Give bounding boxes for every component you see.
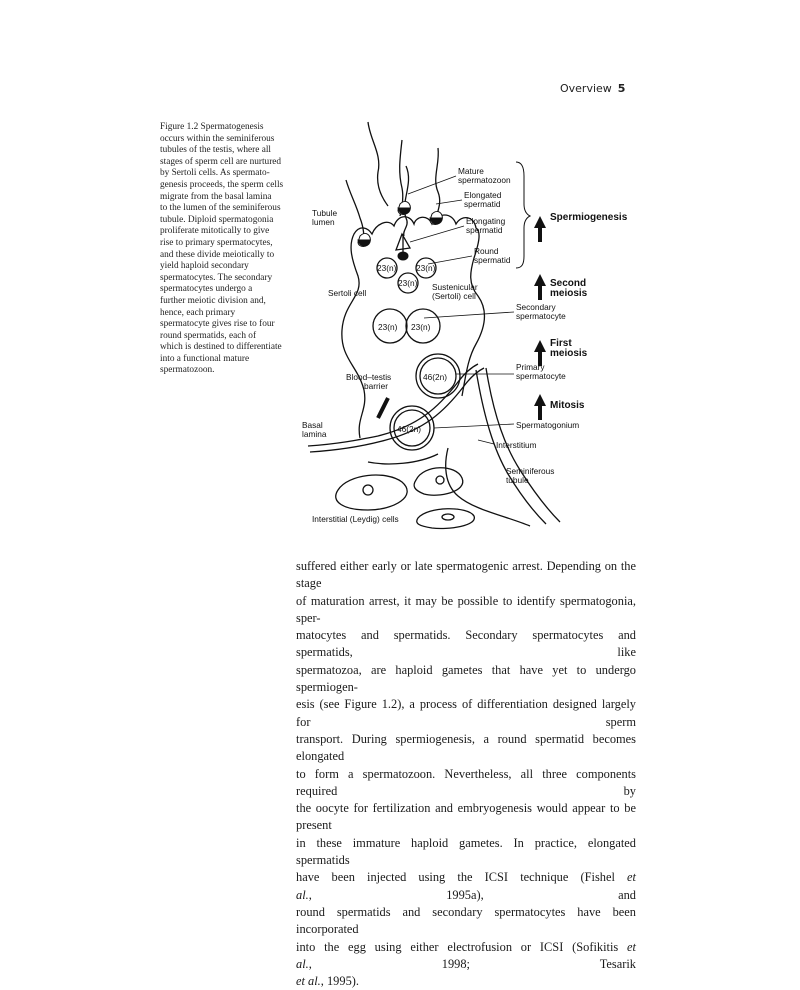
- caption-line: rise to primary spermatocytes,: [160, 237, 273, 248]
- body-text-run: , 1995).: [320, 974, 359, 989]
- label-elongating-spermatid: Elongating spermatid: [466, 216, 506, 235]
- cell-label-haploid: 23(n): [378, 322, 398, 332]
- body-line: esis (see Figure 1.2), a process of differentiation designed largely for sperm: [296, 697, 636, 729]
- body-line: suffered either early or late spermatogenic arrest. Depending on the stage: [296, 559, 636, 591]
- caption-line: spermatocytes. The secondary: [160, 272, 273, 283]
- label-elongated-spermatid: Elongated spermatid: [464, 190, 502, 209]
- page-number: 5: [617, 82, 626, 95]
- leydig-cell: [336, 475, 407, 510]
- body-text-run: , 1998; Tesarik: [308, 956, 636, 971]
- caption-line: migrate from the basal lamina: [160, 191, 272, 202]
- caption-line: round spermatids, each of: [160, 330, 257, 341]
- stage-spermiogenesis: Spermiogenesis: [550, 212, 628, 223]
- body-line: the oocyte for fertilization and embryogenesis would appear to be present: [296, 801, 636, 833]
- caption-line: and these divide meiotically to: [160, 249, 275, 260]
- leydig-nucleus: [442, 514, 454, 520]
- body-line: round spermatids and secondary spermatocytes have been incorporated: [296, 904, 636, 937]
- label-sustenicular-cell: Sustenicular (Sertoli) cell: [432, 282, 478, 301]
- leader-line: [410, 226, 464, 242]
- citation-et-al: et al.: [296, 939, 636, 971]
- body-line: matocytes and spermatids. Secondary spermatocytes and spermatids, like: [296, 628, 636, 660]
- caption-line: occurs within the seminiferous: [160, 133, 275, 144]
- arrow-up-icon: [534, 216, 546, 242]
- citation-et-al: et al.: [296, 974, 321, 989]
- cell-label-haploid: 23(n): [377, 263, 397, 273]
- body-line: in these immature haploid gametes. In practice, elongated spermatids: [296, 835, 636, 868]
- caption-line: by Sertoli cells. As spermato-: [160, 168, 270, 179]
- body-text-run: into the egg using either electrofusion or ICSI (Sofikitis: [296, 939, 628, 954]
- interstitium-boundary-2: [368, 454, 438, 464]
- label-interstitial-leydig-cells: Interstitial (Leydig) cells: [312, 514, 399, 524]
- label-secondary-spermatocyte: Secondary spermatocyte: [516, 302, 566, 321]
- stage-first-meiosis: First meiosis: [550, 338, 588, 359]
- label-spermatogonium: Spermatogonium: [516, 420, 580, 430]
- leader-line: [434, 424, 514, 428]
- cell-label-haploid: 23(n): [411, 322, 431, 332]
- leader-line: [478, 440, 494, 444]
- caption-line: genesis proceeds, the sperm cells: [160, 179, 284, 190]
- cell-label-haploid: 23(n): [398, 278, 418, 288]
- blood-testis-barrier-mark: [378, 398, 388, 418]
- label-tubule-lumen: Tubule lumen: [312, 208, 338, 227]
- caption-line: stages of sperm cell are nurtured: [160, 156, 282, 167]
- body-text-run: have been injected using the ICSI technique (Fishel: [296, 870, 628, 885]
- body-line: spermatozoa, are haploid gametes that have yet to undergo spermiogen-: [296, 662, 636, 695]
- label-primary-spermatocyte: Primary spermatocyte: [516, 362, 566, 381]
- caption-line: Figure 1.2 Spermatogenesis: [160, 122, 264, 132]
- section-title: Overview: [560, 82, 612, 95]
- cell-label-haploid: 23(n): [416, 263, 436, 273]
- spermatogenesis-figure: [298, 118, 638, 538]
- caption-line: further meiotic division and,: [160, 295, 266, 306]
- caption-line: which is destined to differentiate: [160, 342, 282, 353]
- basal-lamina-line: [308, 364, 478, 446]
- cell-label-diploid: 46(2n): [397, 424, 421, 434]
- label-seminiferous-tubule: Seminiferous tubule: [506, 466, 555, 485]
- stage-second-meiosis: Second meiosis: [550, 278, 588, 299]
- label-round-spermatid: Round spermatid: [474, 246, 511, 265]
- leydig-nucleus: [363, 485, 373, 495]
- body-line: transport. During spermiogenesis, a round spermatid becomes elongated: [296, 731, 636, 764]
- spermatogenesis-diagram: [298, 118, 638, 538]
- spermiogenesis-bracket: [516, 162, 530, 268]
- caption-line: spermatocyte gives rise to four: [160, 319, 275, 330]
- running-head: [560, 82, 630, 95]
- body-line: [296, 939, 636, 974]
- stage-mitosis: Mitosis: [550, 400, 585, 411]
- citation-et-al: et al.: [296, 870, 636, 902]
- caption-line: tubules of the testis, where all: [160, 145, 272, 156]
- flagellum: [368, 122, 388, 206]
- caption-line: into a functional mature: [160, 353, 250, 364]
- figure-caption: [160, 122, 308, 377]
- label-interstitium: Interstitium: [496, 440, 537, 450]
- body-line: of maturation arrest, it may be possible to identify spermatogonia, sper-: [296, 593, 636, 625]
- body-paragraph: [296, 558, 636, 990]
- cell-label-diploid: 46(2n): [423, 372, 447, 382]
- caption-line: to the lumen of the seminiferous: [160, 203, 281, 214]
- caption-line: spermatocytes undergo a: [160, 284, 253, 295]
- caption-line: hence, each primary: [160, 307, 236, 318]
- caption-line: proliferate mitotically to give: [160, 226, 270, 237]
- leydig-cell: [414, 468, 463, 495]
- caption-line: spermatozoon.: [160, 365, 215, 376]
- body-line: [296, 973, 636, 990]
- basal-lamina-line-inner: [310, 368, 484, 452]
- body-line: [296, 869, 636, 904]
- label-sertoli-cell: Sertoli cell: [328, 288, 367, 298]
- arrow-up-icon: [534, 394, 546, 420]
- caption-line: yield haploid secondary: [160, 261, 249, 272]
- leydig-nucleus: [436, 476, 444, 484]
- body-text-run: , 1995a), and: [308, 887, 636, 902]
- body-line: to form a spermatozoon. Nevertheless, all three components required by: [296, 766, 636, 798]
- caption-line: tubule. Diploid spermatogonia: [160, 214, 274, 225]
- label-mature-spermatozoon: Mature spermatozoon: [458, 166, 511, 185]
- leader-line: [408, 176, 456, 194]
- interstitium-boundary: [446, 448, 530, 526]
- arrow-up-icon: [534, 274, 546, 300]
- label-blood-testis-barrier: Blood–testis barrier: [346, 372, 392, 391]
- leader-line: [424, 312, 514, 318]
- leydig-cell: [417, 509, 475, 529]
- elongating-spermatid-nucleus: [398, 252, 408, 260]
- label-basal-lamina: Basal lamina: [302, 420, 327, 439]
